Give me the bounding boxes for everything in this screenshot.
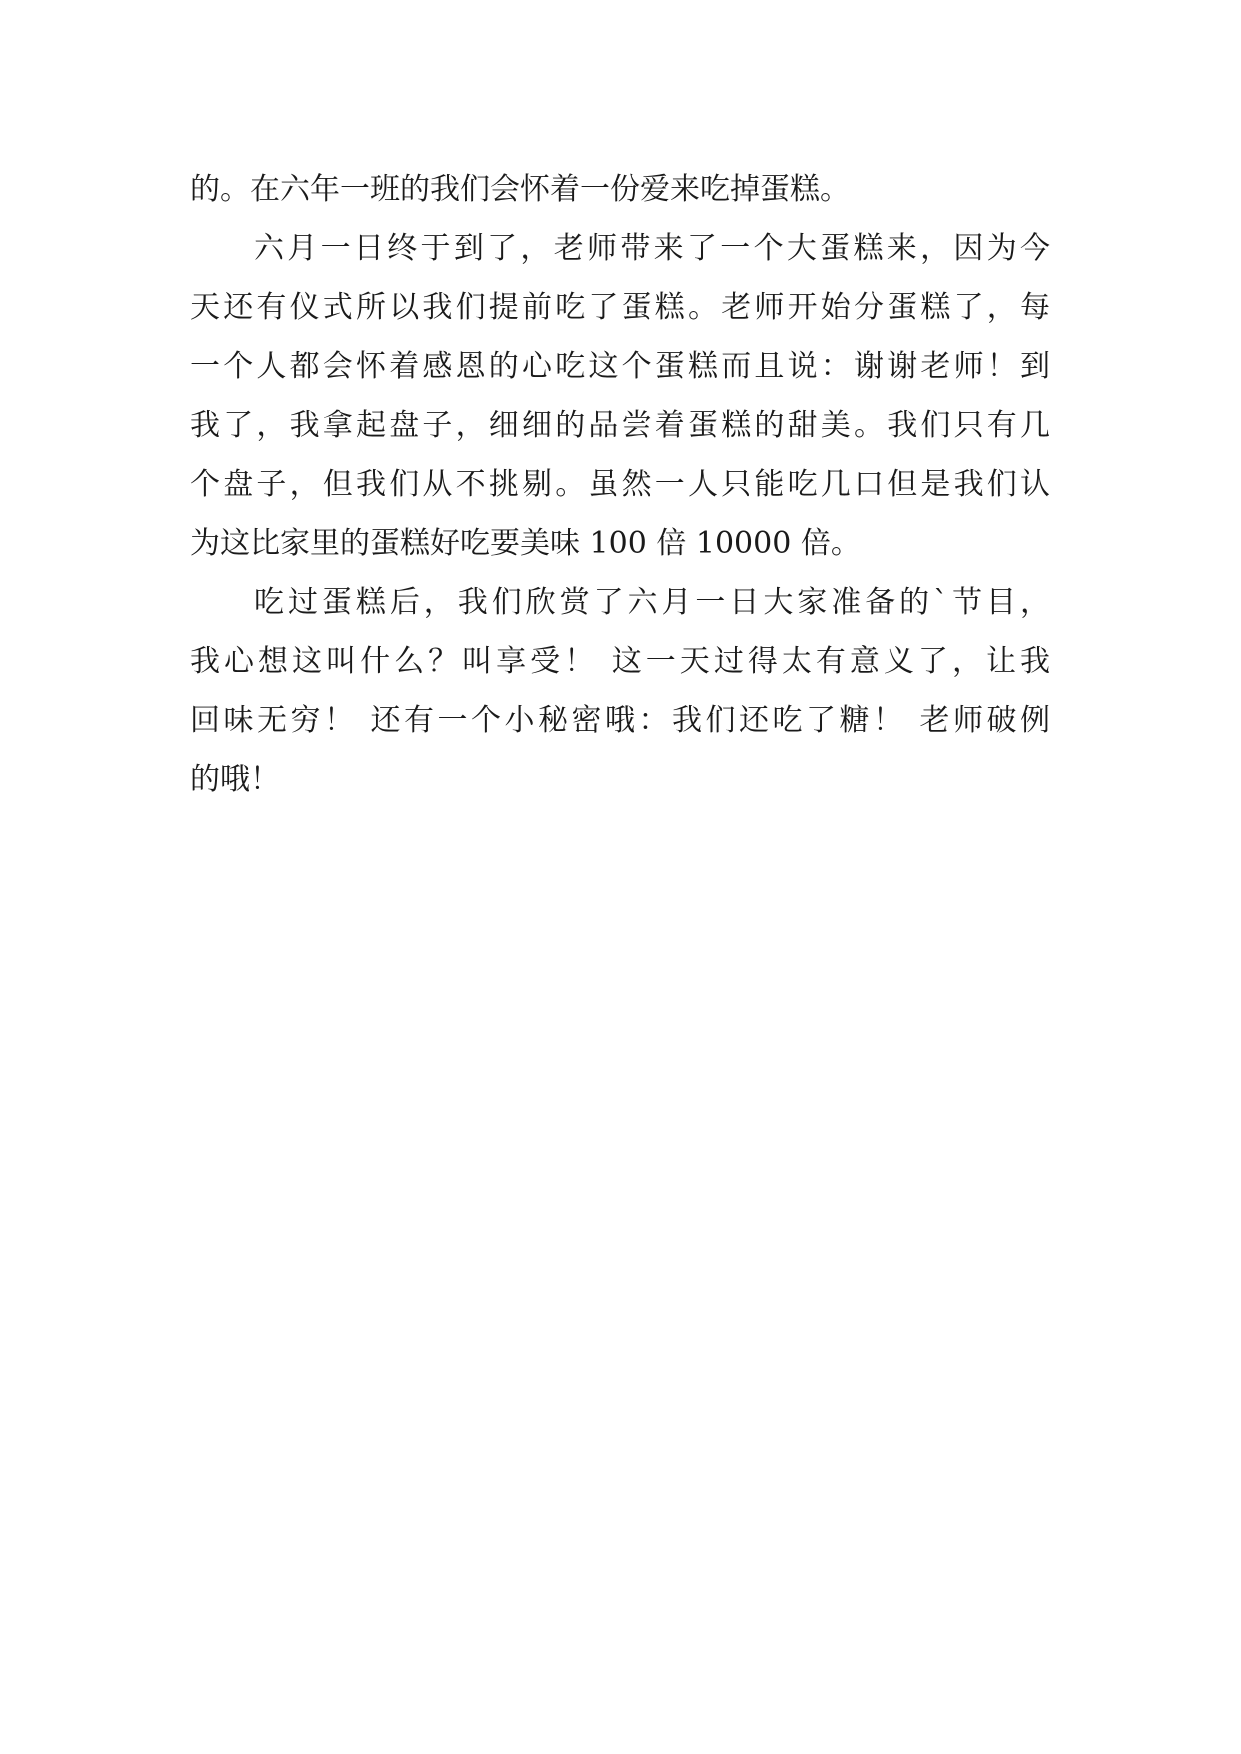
text-line: 一个人都会怀着感恩的心吃这个蛋糕而且说：谢谢老师！到 (190, 349, 1050, 384)
text-line: 我心想这叫什么？叫享受！ 这一天过得太有意义了，让我 (190, 644, 1050, 679)
text-line: 六月一日终于到了，老师带来了一个大蛋糕来，因为今 (254, 231, 1050, 266)
text-line: 的。在六年一班的我们会怀着一份爱来吃掉蛋糕。 (190, 172, 850, 207)
text-line: 我了，我拿起盘子，细细的品尝着蛋糕的甜美。我们只有几 (190, 408, 1050, 443)
document-body (190, 160, 1050, 809)
text-line: 回味无穷！ 还有一个小秘密哦：我们还吃了糖！ 老师破例 (190, 703, 1050, 738)
text-line: 个盘子，但我们从不挑剔。虽然一人只能吃几口但是我们认 (190, 467, 1050, 502)
text-line: 为这比家里的蛋糕好吃要美味 100 倍 10000 倍。 (190, 526, 861, 561)
text-line: 吃过蛋糕后，我们欣赏了六月一日大家准备的`节目， (254, 585, 1050, 620)
text-line: 天还有仪式所以我们提前吃了蛋糕。老师开始分蛋糕了，每 (190, 290, 1050, 325)
text-line: 的哦！ (190, 762, 280, 797)
